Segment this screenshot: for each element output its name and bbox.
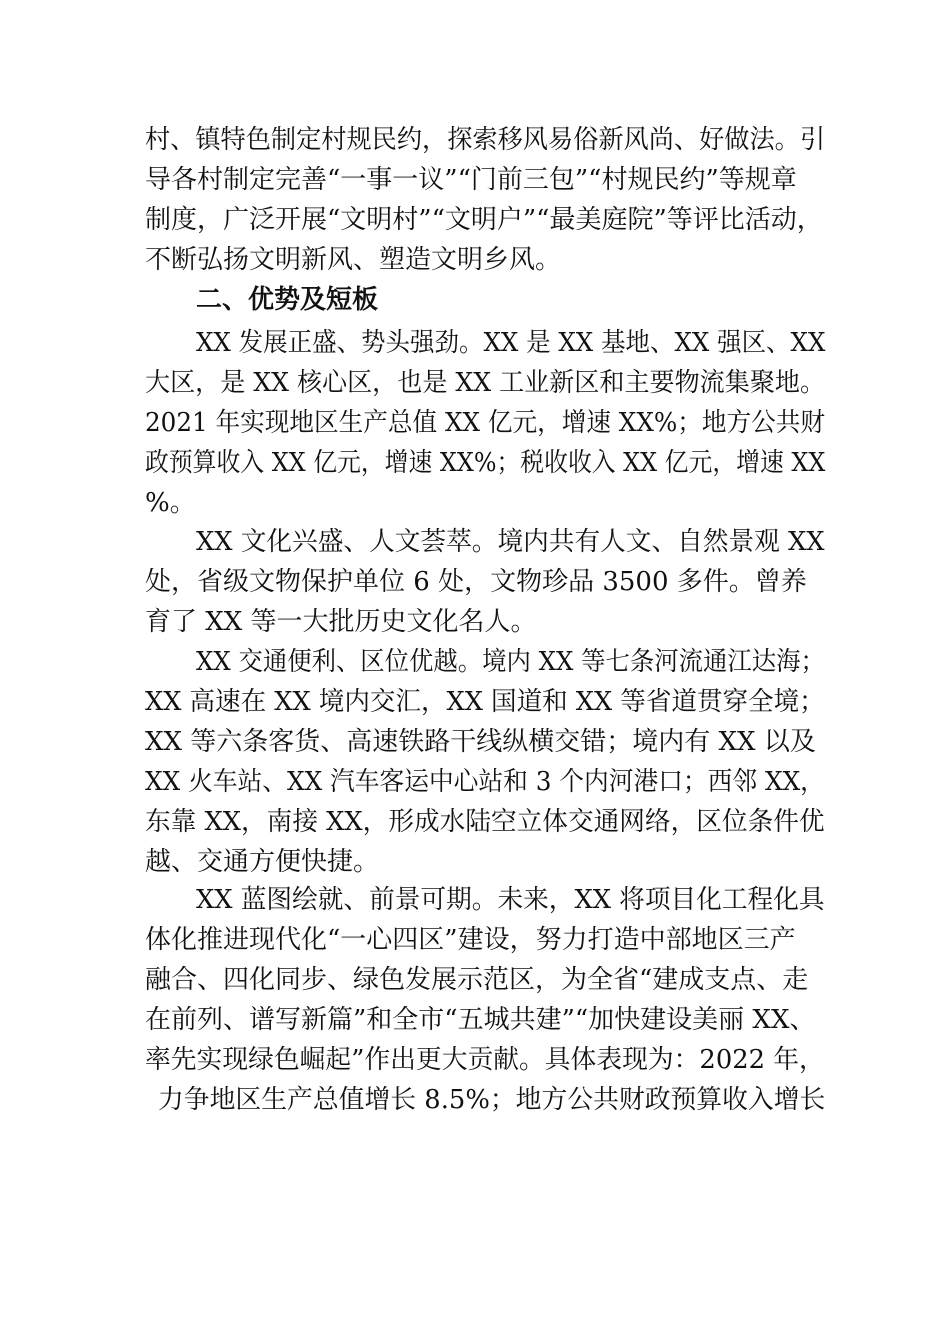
section-heading: 二、优势及短板 (196, 285, 379, 315)
text-line: 村、镇特色制定村规民约，探索移风易俗新风尚、好做法。引 (145, 125, 826, 155)
text-line: 越、交通方便快捷。 (145, 847, 380, 877)
text-line: 在前列、谱写新篇”和全市“五城共建”“加快建设美丽 XX、 (145, 1005, 816, 1035)
text-line: 导各村制定完善“一事一议”“门前三包”“村规民约”等规章 (145, 165, 797, 195)
text-line: 育了 XX 等一大批历史文化名人。 (145, 607, 537, 637)
text-line: XX 发展正盛、势头强劲。XX 是 XX 基地、XX 强区、XX (196, 328, 826, 358)
text-line: XX 等六条客货、高速铁路干线纵横交错；境内有 XX 以及 (145, 727, 816, 757)
text-line: 处，省级文物保护单位 6 处，文物珍品 3500 多件。曾养 (145, 567, 807, 597)
text-line: XX 火车站、XX 汽车客运中心站和 3 个内河港口；西邻 XX， (145, 767, 825, 797)
text-line: 不断弘扬文明新风、塑造文明乡风。 (145, 245, 562, 275)
text-line: 东靠 XX，南接 XX，形成水陆空立体交通网络，区位条件优 (145, 807, 825, 837)
text-line: XX 文化兴盛、人文荟萃。境内共有人文、自然景观 XX (196, 527, 825, 557)
text-line: 力争地区生产总值增长 8.5%；地方公共财政预算收入增长 (158, 1085, 826, 1115)
text-line: 2021 年实现地区生产总值 XX 亿元，增速 XX%；地方公共财 (145, 408, 826, 438)
text-line: XX 蓝图绘就、前景可期。未来，XX 将项目化工程化具 (196, 885, 825, 915)
text-line: 制度，广泛开展“文明村”“文明户”“最美庭院”等评比活动， (145, 205, 823, 235)
text-line: 融合、四化同步、绿色发展示范区，为全省“建成支点、走 (145, 965, 809, 995)
text-line: XX 交通便利、区位优越。境内 XX 等七条河流通江达海； (196, 647, 825, 677)
text-line: 政预算收入 XX 亿元，增速 XX%；税收收入 XX 亿元，增速 XX (145, 448, 826, 478)
text-line: 大区，是 XX 核心区，也是 XX 工业新区和主要物流集聚地。 (145, 368, 826, 398)
text-line: 体化推进现代化“一心四区”建设，努力打造中部地区三产 (145, 925, 796, 955)
text-line: 率先实现绿色崛起”作出更大贡献。具体表现为：2022 年， (145, 1045, 825, 1075)
text-line: %。 (145, 488, 196, 518)
text-line: XX 高速在 XX 境内交汇，XX 国道和 XX 等省道贯穿全境； (145, 687, 825, 717)
